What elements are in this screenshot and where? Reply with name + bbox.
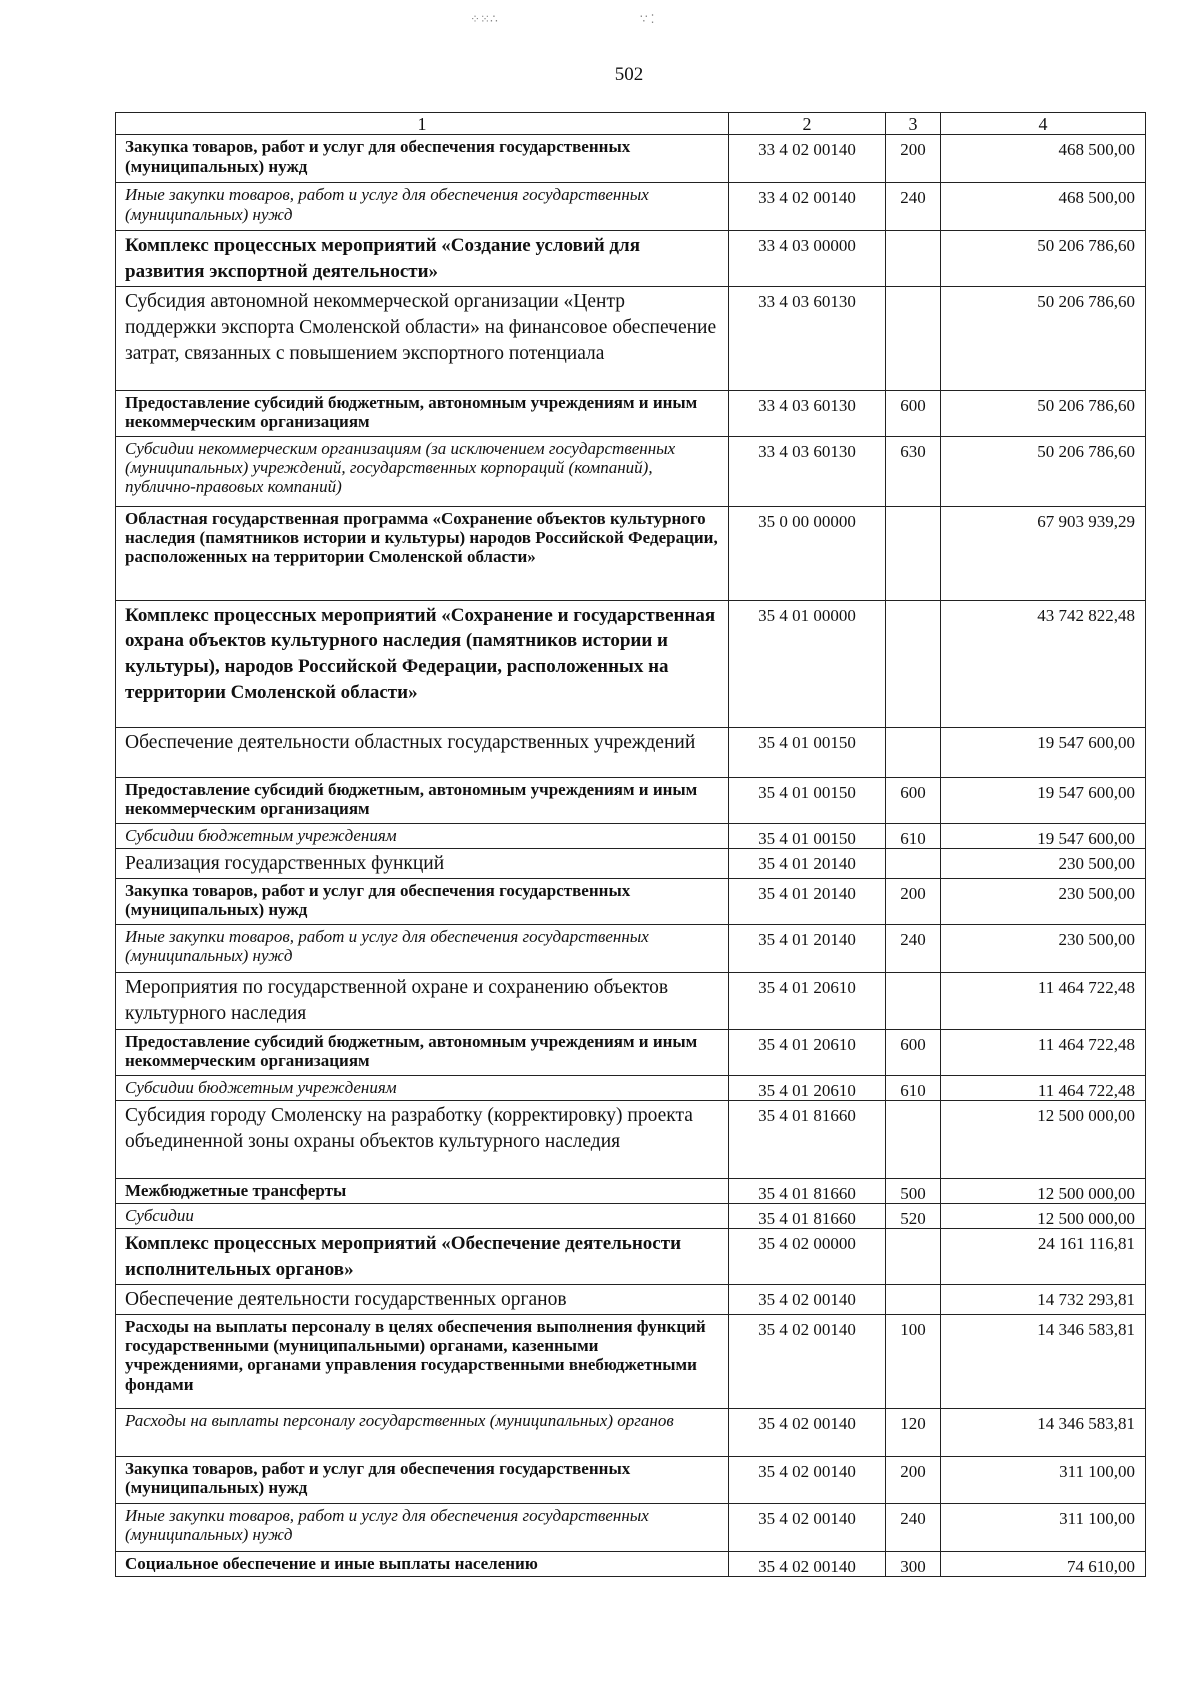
table-row	[116, 1100, 1146, 1178]
row-expense-type	[886, 973, 941, 1030]
table-row	[116, 727, 1146, 777]
table-row	[116, 1503, 1146, 1551]
row-amount: 67 903 939,29	[941, 506, 1146, 600]
row-expense-type: 120	[886, 1408, 941, 1456]
row-expense-type: 500	[886, 1178, 941, 1203]
row-name: Субсидии бюджетным учреждениям	[116, 823, 729, 848]
row-name: Субсидия городу Смоленску на разработку (корректировку) проекта объединенной зоны охраны объектов культурного наследия	[116, 1100, 729, 1178]
row-amount: 311 100,00	[941, 1503, 1146, 1551]
row-expense-type: 100	[886, 1314, 941, 1408]
table-row	[116, 1284, 1146, 1314]
row-amount: 12 500 000,00	[941, 1178, 1146, 1203]
table-header	[116, 113, 1146, 135]
row-expense-type: 600	[886, 777, 941, 823]
table-row	[116, 925, 1146, 973]
table-row	[116, 183, 1146, 231]
table-row	[116, 1029, 1146, 1075]
row-amount: 14 346 583,81	[941, 1314, 1146, 1408]
row-code: 35 4 01 20140	[729, 848, 886, 878]
row-name: Предоставление субсидий бюджетным, автономным учреждениям и иным некоммерческим организациям	[116, 1029, 729, 1075]
scan-speck: ∵ ⁚	[640, 12, 655, 26]
row-amount: 230 500,00	[941, 848, 1146, 878]
row-code: 35 4 02 00140	[729, 1314, 886, 1408]
table-row	[116, 1204, 1146, 1229]
row-amount: 12 500 000,00	[941, 1100, 1146, 1178]
row-amount: 14 732 293,81	[941, 1284, 1146, 1314]
row-name: Расходы на выплаты персоналу государственных (муниципальных) органов	[116, 1408, 729, 1456]
table-row	[116, 231, 1146, 286]
row-expense-type: 200	[886, 879, 941, 925]
column-header-code: 2	[729, 113, 886, 135]
budget-table	[115, 112, 1146, 1577]
table-row	[116, 777, 1146, 823]
row-expense-type: 300	[886, 1551, 941, 1576]
row-amount: 468 500,00	[941, 135, 1146, 183]
column-header-name: 1	[116, 113, 729, 135]
row-code: 35 4 01 81660	[729, 1204, 886, 1229]
row-expense-type	[886, 1229, 941, 1284]
row-expense-type	[886, 848, 941, 878]
table-body	[116, 135, 1146, 1577]
row-expense-type: 240	[886, 1503, 941, 1551]
row-expense-type: 610	[886, 823, 941, 848]
row-amount: 50 206 786,60	[941, 231, 1146, 286]
row-amount: 74 610,00	[941, 1551, 1146, 1576]
row-code: 35 4 02 00000	[729, 1229, 886, 1284]
row-amount: 19 547 600,00	[941, 777, 1146, 823]
row-name: Реализация государственных функций	[116, 848, 729, 878]
row-expense-type	[886, 506, 941, 600]
row-code: 35 4 01 00150	[729, 727, 886, 777]
row-name: Субсидия автономной некоммерческой организации «Центр поддержки экспорта Смоленской области» на финансовое обеспечение затрат, связанных с повышением экспортного потенциала	[116, 286, 729, 390]
row-expense-type	[886, 1284, 941, 1314]
header-row	[116, 113, 1146, 135]
row-expense-type	[886, 231, 941, 286]
row-name: Субсидии бюджетным учреждениям	[116, 1075, 729, 1100]
row-amount: 12 500 000,00	[941, 1204, 1146, 1229]
row-code: 35 4 01 00150	[729, 777, 886, 823]
table-row	[116, 1551, 1146, 1576]
row-code: 35 4 01 81660	[729, 1178, 886, 1203]
table-row	[116, 1075, 1146, 1100]
table-row	[116, 879, 1146, 925]
scan-speck: ⁘⁙∴	[470, 12, 498, 26]
row-amount: 11 464 722,48	[941, 1075, 1146, 1100]
row-expense-type: 200	[886, 135, 941, 183]
row-code: 35 0 00 00000	[729, 506, 886, 600]
row-expense-type: 200	[886, 1456, 941, 1503]
row-name: Межбюджетные трансферты	[116, 1178, 729, 1203]
row-code: 33 4 03 60130	[729, 436, 886, 506]
row-name: Иные закупки товаров, работ и услуг для обеспечения государственных (муниципальных) нужд	[116, 925, 729, 973]
table-row	[116, 1178, 1146, 1203]
table-row	[116, 1456, 1146, 1503]
table-row	[116, 1229, 1146, 1284]
row-name: Социальное обеспечение и иные выплаты населению	[116, 1551, 729, 1576]
row-code: 35 4 02 00140	[729, 1551, 886, 1576]
row-expense-type: 240	[886, 925, 941, 973]
row-expense-type: 600	[886, 390, 941, 436]
row-amount: 50 206 786,60	[941, 436, 1146, 506]
table-row	[116, 848, 1146, 878]
row-name: Расходы на выплаты персоналу в целях обеспечения выполнения функций государственными (муниципальными) органами, казенными учреждениями, органами управления государственными внебюджетными фондами	[116, 1314, 729, 1408]
table-row	[116, 390, 1146, 436]
row-name: Субсидии	[116, 1204, 729, 1229]
row-code: 35 4 01 20610	[729, 1029, 886, 1075]
row-expense-type	[886, 727, 941, 777]
table-row	[116, 600, 1146, 727]
row-name: Предоставление субсидий бюджетным, автономным учреждениям и иным некоммерческим организациям	[116, 777, 729, 823]
row-code: 33 4 03 60130	[729, 390, 886, 436]
row-amount: 230 500,00	[941, 879, 1146, 925]
row-amount: 19 547 600,00	[941, 823, 1146, 848]
row-expense-type	[886, 286, 941, 390]
row-expense-type: 610	[886, 1075, 941, 1100]
row-amount: 468 500,00	[941, 183, 1146, 231]
row-expense-type: 240	[886, 183, 941, 231]
row-expense-type	[886, 1100, 941, 1178]
table-row	[116, 1408, 1146, 1456]
row-expense-type	[886, 600, 941, 727]
row-expense-type: 630	[886, 436, 941, 506]
row-amount: 11 464 722,48	[941, 973, 1146, 1030]
row-code: 35 4 01 20610	[729, 1075, 886, 1100]
table-row	[116, 436, 1146, 506]
row-code: 33 4 02 00140	[729, 183, 886, 231]
row-code: 33 4 03 00000	[729, 231, 886, 286]
row-code: 33 4 03 60130	[729, 286, 886, 390]
row-name: Мероприятия по государственной охране и сохранению объектов культурного наследия	[116, 973, 729, 1030]
row-amount: 14 346 583,81	[941, 1408, 1146, 1456]
row-name: Комплекс процессных мероприятий «Сохранение и государственная охрана объектов культурного наследия (памятников истории и культуры), народов Российской Федерации, расположенных на территории Смоленской области»	[116, 600, 729, 727]
row-name: Комплекс процессных мероприятий «Создание условий для развития экспортной деятельности»	[116, 231, 729, 286]
column-header-amount: 4	[941, 113, 1146, 135]
table-row	[116, 823, 1146, 848]
row-name: Областная государственная программа «Сохранение объектов культурного наследия (памятников истории и культуры) народов Российской Федерации, расположенных на территории Смоленской области»	[116, 506, 729, 600]
row-amount: 43 742 822,48	[941, 600, 1146, 727]
row-code: 35 4 01 20610	[729, 973, 886, 1030]
row-amount: 311 100,00	[941, 1456, 1146, 1503]
table-row	[116, 135, 1146, 183]
row-code: 35 4 01 81660	[729, 1100, 886, 1178]
row-name: Закупка товаров, работ и услуг для обеспечения государственных (муниципальных) нужд	[116, 135, 729, 183]
table-row	[116, 506, 1146, 600]
table-row	[116, 973, 1146, 1030]
row-expense-type: 600	[886, 1029, 941, 1075]
row-amount: 19 547 600,00	[941, 727, 1146, 777]
row-name: Обеспечение деятельности государственных органов	[116, 1284, 729, 1314]
table-row	[116, 286, 1146, 390]
row-amount: 50 206 786,60	[941, 286, 1146, 390]
row-name: Комплекс процессных мероприятий «Обеспечение деятельности исполнительных органов»	[116, 1229, 729, 1284]
row-code: 35 4 02 00140	[729, 1284, 886, 1314]
row-name: Иные закупки товаров, работ и услуг для обеспечения государственных (муниципальных) нужд	[116, 1503, 729, 1551]
row-code: 35 4 01 20140	[729, 879, 886, 925]
row-expense-type: 520	[886, 1204, 941, 1229]
row-code: 35 4 01 20140	[729, 925, 886, 973]
row-name: Предоставление субсидий бюджетным, автономным учреждениям и иным некоммерческим организациям	[116, 390, 729, 436]
row-name: Субсидии некоммерческим организациям (за исключением государственных (муниципальных) учреждений, государственных корпораций (компаний), публично-правовых компаний)	[116, 436, 729, 506]
table-row	[116, 1314, 1146, 1408]
row-code: 33 4 02 00140	[729, 135, 886, 183]
row-code: 35 4 01 00150	[729, 823, 886, 848]
row-amount: 50 206 786,60	[941, 390, 1146, 436]
row-code: 35 4 01 00000	[729, 600, 886, 727]
row-code: 35 4 02 00140	[729, 1408, 886, 1456]
row-name: Иные закупки товаров, работ и услуг для обеспечения государственных (муниципальных) нужд	[116, 183, 729, 231]
page-number: 502	[614, 64, 644, 85]
row-amount: 24 161 116,81	[941, 1229, 1146, 1284]
row-code: 35 4 02 00140	[729, 1456, 886, 1503]
column-header-vr: 3	[886, 113, 941, 135]
row-amount: 230 500,00	[941, 925, 1146, 973]
row-name: Закупка товаров, работ и услуг для обеспечения государственных (муниципальных) нужд	[116, 1456, 729, 1503]
row-amount: 11 464 722,48	[941, 1029, 1146, 1075]
row-name: Обеспечение деятельности областных государственных учреждений	[116, 727, 729, 777]
row-code: 35 4 02 00140	[729, 1503, 886, 1551]
row-name: Закупка товаров, работ и услуг для обеспечения государственных (муниципальных) нужд	[116, 879, 729, 925]
